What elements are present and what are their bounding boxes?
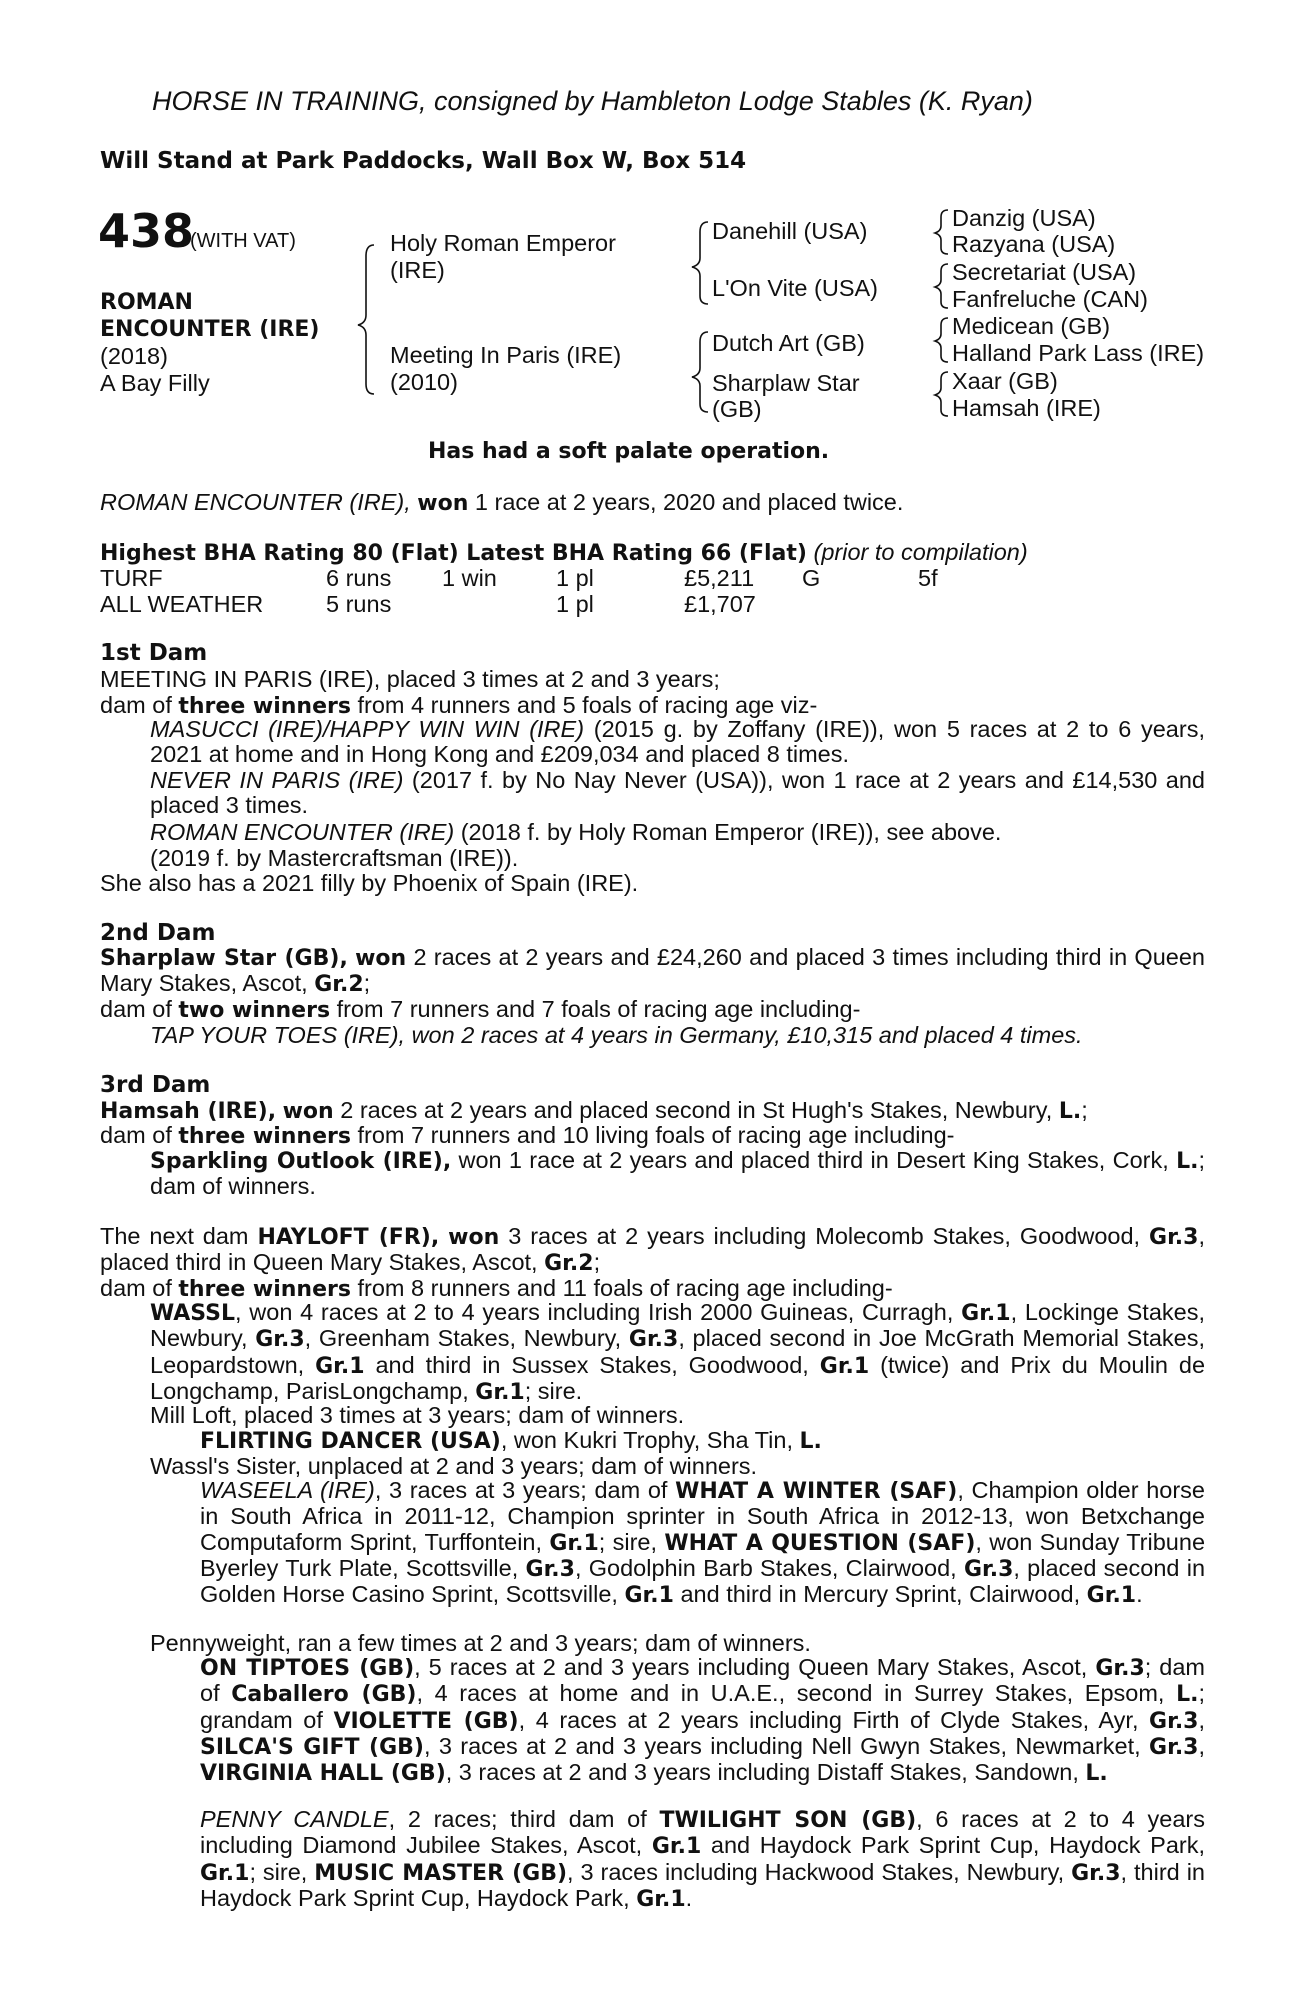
pc-text-e: , 3 races including Hackwood Stakes, Newbury, (567, 1858, 1065, 1885)
virginia-hall-name: VIRGINIA HALL (GB) (200, 1761, 446, 1787)
caballero-name: Caballero (GB) (231, 1682, 417, 1708)
ot-text-e: , 4 races at 2 years including Firth of Clyde Stakes, Ayr, (518, 1706, 1139, 1733)
pc-grade-1b: Gr.1 (200, 1860, 250, 1886)
pennyweight: Pennyweight, ran a few times at 2 and 3 years; dam of winners. (150, 1630, 811, 1656)
third-dam-line2-pre: dam of (100, 1122, 172, 1148)
third-dam-line2-post: from 7 runners and 10 living foals of racing age including- (357, 1122, 955, 1148)
horse-name-line2: ENCOUNTER (IRE) (100, 317, 320, 342)
record-row-turf-distance: 5f (918, 565, 938, 591)
wassl-grade-1b: Gr.1 (315, 1353, 365, 1379)
great-grandparent-5: Medicean (GB) (952, 313, 1111, 339)
first-dam-heading: 1st Dam (100, 640, 208, 666)
next-dam-gr3: Gr.3 (1149, 1225, 1199, 1250)
granddam-maternal-line1: Sharplaw Star (712, 370, 860, 396)
second-dam-winners: two winners (178, 998, 331, 1023)
what-a-winter-name: WHAT A WINTER (SAF) (675, 1479, 958, 1504)
waseela-text-d: , won Sunday Tribune Byerley Turk Plate, Scottsville, (200, 1528, 1206, 1581)
first-dam-line2-post: from 4 runners and 5 foals of racing age viz- (357, 692, 818, 718)
record-row-turf-runs: 6 runs (326, 565, 392, 591)
music-master-name: MUSIC MASTER (GB) (314, 1860, 568, 1886)
record-row-turf-earnings: £5,211 (684, 565, 755, 591)
progeny-2-details: (2017 f. by No Nay Never (USA)), won 1 race at 2 years and £14,530 and placed 3 times. (150, 767, 1206, 819)
sparkling-outlook-name: Sparkling Outlook (IRE), (150, 1149, 452, 1174)
wassl-record (150, 1300, 1205, 1405)
on-tiptoes-record (200, 1655, 1205, 1786)
waseela-text-a: , 3 races at 3 years; dam of (374, 1477, 668, 1503)
mill-loft: Mill Loft, placed 3 times at 3 years; dam of winners. (150, 1402, 685, 1428)
next-dam-rest2: , placed third in Queen Mary Stakes, Ascot, (100, 1223, 1205, 1276)
second-dam-won: won (355, 946, 407, 971)
horse-name-line1: ROMAN (100, 290, 193, 315)
summary-rest: 1 race at 2 years, 2020 and placed twice. (474, 489, 904, 515)
pc-text-f: , third in Haydock Park Sprint Cup, Haydock Park, (200, 1858, 1205, 1911)
pc-text-g: . (685, 1884, 693, 1911)
progeny-3-details: (2018 f. by Holy Roman Emperor (IRE)), see above. (460, 819, 1002, 845)
sparkling-outlook-end: ; dam of winners. (150, 1147, 1206, 1200)
pc-text-a: , 2 races; third dam of (388, 1806, 647, 1832)
sire-line2: (IRE) (390, 257, 445, 283)
great-grandparent-4: Fanfreluche (CAN) (952, 286, 1148, 312)
ot-listed-b: L. (1085, 1761, 1108, 1787)
ot-text-b: ; dam of (200, 1654, 1205, 1707)
wassl-grade-1c: Gr.1 (819, 1353, 870, 1379)
third-dam-line2 (100, 1122, 954, 1150)
waseela-record (200, 1478, 1205, 1608)
horse-description: A Bay Filly (100, 370, 210, 396)
pedigree-braces (0, 0, 1314, 440)
first-dam-progeny-2 (150, 768, 1205, 819)
bha-rating-note: (prior to compilation) (813, 539, 1028, 565)
great-grandparent-1: Danzig (USA) (952, 205, 1096, 231)
stand-location: Will Stand at Park Paddocks, Wall Box W, Box 514 (100, 148, 747, 174)
great-grandparent-3: Secretariat (USA) (952, 259, 1137, 285)
on-tiptoes-name: ON TIPTOES (GB) (200, 1656, 415, 1681)
ot-text-f: , (1198, 1706, 1206, 1733)
wassl-grade-1d: Gr.1 (475, 1379, 525, 1405)
flirting-dancer (200, 1427, 822, 1455)
wassl-text-g: ; sire. (524, 1377, 583, 1404)
third-dam-heading: 3rd Dam (100, 1072, 211, 1098)
sparkling-outlook-details: won 1 race at 2 years and placed third in Desert King Stakes, Cork, (458, 1147, 1169, 1173)
great-grandparent-7: Xaar (GB) (952, 368, 1058, 394)
next-dam-won: won (448, 1225, 500, 1250)
twilight-son-name: TWILIGHT SON (GB) (659, 1808, 917, 1833)
record-row-turf-placed: 1 pl (556, 565, 594, 591)
what-a-question-name: WHAT A QUESTION (SAF) (664, 1530, 976, 1556)
progeny-1-name: MASUCCI (IRE)/HAPPY WIN WIN (IRE) (150, 716, 585, 742)
pc-text-b: , 6 races at 2 to 4 years including Diamond Jubilee Stakes, Ascot, (200, 1806, 1205, 1859)
summary-horse-name: ROMAN ENCOUNTER (IRE), (100, 489, 411, 515)
vat-label: (WITH VAT) (190, 230, 296, 252)
violette-name: VIOLETTE (GB) (333, 1708, 519, 1734)
next-dam-semi: ; (593, 1249, 601, 1276)
next-dam-line2-post: from 8 runners and 11 foals of racing age including- (357, 1275, 893, 1301)
record-row-turf-going: G (802, 565, 821, 591)
great-grandparent-8: Hamsah (IRE) (952, 395, 1101, 421)
next-dam-gr2: Gr.2 (544, 1251, 594, 1277)
record-row-aw-placed: 1 pl (556, 591, 594, 617)
next-dam-record (100, 1224, 1205, 1277)
bha-rating (100, 539, 1028, 567)
sparkling-outlook-grade: L. (1176, 1149, 1199, 1174)
flirting-dancer-name: FLIRTING DANCER (USA) (200, 1429, 501, 1454)
wassl-name: WASSL (150, 1301, 236, 1326)
third-dam-winners: three winners (178, 1124, 351, 1149)
record-row-aw-surface: ALL WEATHER (100, 591, 264, 617)
waseela-text-f: , placed second in Golden Horse Casino Sprint, Scottsville, (200, 1554, 1206, 1608)
third-dam-record (100, 1097, 1088, 1125)
ot-grade-3b: Gr.3 (1149, 1708, 1199, 1734)
ot-text-d: ; grandam of (200, 1680, 1205, 1733)
summary-won: won (417, 491, 469, 516)
wassl-grade-3b: Gr.3 (628, 1327, 679, 1353)
waseela-grade-1c: Gr.1 (1086, 1583, 1137, 1609)
waseela-grade-3a: Gr.3 (525, 1556, 575, 1582)
sire-line1: Holy Roman Emperor (390, 230, 616, 256)
second-dam-semi: ; (363, 970, 371, 997)
wassl-text-f: (twice) and Prix du Moulin de Longchamp, ParisLongchamp, (150, 1351, 1206, 1404)
wassl-text-d: , placed second in Joe McGrath Memorial Stakes, Leopardstown, (150, 1325, 1206, 1378)
record-row-aw-runs: 5 runs (326, 591, 392, 617)
brace-gg2 (935, 264, 948, 308)
pc-grade-1c: Gr.1 (636, 1886, 686, 1912)
ot-text-c: , 4 races at home and in U.A.E., second in Surrey Stakes, Epsom, (416, 1680, 1165, 1707)
first-dam-progeny-5: She also has a 2021 filly by Phoenix of Spain (IRE). (100, 870, 639, 896)
third-dam-grade: L. (1058, 1099, 1082, 1124)
pc-grade-1a: Gr.1 (651, 1834, 702, 1860)
second-dam-line2-pre: dam of (100, 996, 172, 1022)
ot-text-h: , (1198, 1732, 1206, 1759)
dam-line2: (2010) (390, 369, 458, 395)
ot-text-g: , 3 races at 2 and 3 years including Nell Gwyn Stakes, Newmarket, (423, 1732, 1141, 1759)
waseela-text-e: , Godolphin Barb Stakes, Clairwood, (574, 1554, 957, 1581)
grandsire-paternal: Danehill (USA) (712, 218, 868, 244)
wassls-sister: Wassl's Sister, unplaced at 2 and 3 years; dam of winners. (150, 1453, 758, 1479)
wassl-text-a: , won 4 races at 2 to 4 years including Irish 2000 Guineas, Curragh, (235, 1299, 954, 1325)
brace-parents (358, 245, 374, 394)
progeny-1-details: (2015 g. by Zoffany (IRE)), won 5 races at 2 to 6 years, 2021 at home and in Hong Kong and £209,034 and placed 8 times. (150, 716, 1205, 768)
brace-gg1 (935, 210, 948, 254)
waseela-grade-1a: Gr.1 (549, 1530, 599, 1556)
page-title: HORSE IN TRAINING, consigned by Hambleton Lodge Stables (K. Ryan) (152, 86, 1033, 116)
brace-gg3 (935, 318, 948, 362)
progeny-3-name: ROMAN ENCOUNTER (IRE) (150, 819, 455, 845)
ot-text-i: , 3 races at 2 and 3 years including Distaff Stakes, Sandown, (445, 1759, 1079, 1786)
waseela-text-g: and third in Mercury Sprint, Clairwood, (680, 1581, 1081, 1608)
first-dam-progeny-4: (2019 f. by Mastercraftsman (IRE)). (150, 845, 519, 871)
ot-text-a: , 5 races at 2 and 3 years including Queen Mary Stakes, Ascot, (414, 1654, 1088, 1680)
second-dam-progeny-1: TAP YOUR TOES (IRE), won 2 races at 4 years in Germany, £10,315 and placed 4 times. (150, 1022, 1083, 1048)
granddam-paternal: L'On Vite (USA) (712, 275, 879, 301)
wassl-grade-1a: Gr.1 (961, 1301, 1011, 1326)
first-dam-winners: three winners (178, 694, 351, 719)
great-grandparent-6: Halland Park Lass (IRE) (952, 340, 1205, 366)
next-dam-line2-pre: dam of (100, 1275, 172, 1301)
pc-grade-3: Gr.3 (1071, 1860, 1121, 1886)
pc-text-c: and Haydock Park Sprint Cup, Haydock Park, (710, 1832, 1205, 1859)
waseela-grade-1b: Gr.1 (624, 1583, 674, 1609)
waseela-text-h: . (1136, 1581, 1143, 1608)
ot-listed-a: L. (1176, 1682, 1199, 1708)
third-dam-name: Hamsah (IRE), (100, 1099, 277, 1124)
medical-note: Has had a soft palate operation. (428, 439, 830, 464)
ot-grade-3a: Gr.3 (1095, 1656, 1145, 1681)
lot-number-value: 438 (98, 204, 195, 258)
third-dam-rest: 2 races at 2 years and placed second in St Hugh's Stakes, Newbury, (340, 1097, 1053, 1123)
brace-sire-line (692, 222, 708, 304)
first-dam-progeny-3 (150, 819, 1001, 845)
second-dam-name: Sharplaw Star (GB), (100, 946, 348, 971)
brace-dam-line (692, 332, 708, 412)
ot-grade-3c: Gr.3 (1149, 1734, 1199, 1760)
foaling-year: (2018) (100, 343, 168, 369)
dam-line1: Meeting In Paris (IRE) (390, 342, 622, 368)
waseela-grade-3b: Gr.3 (963, 1556, 1014, 1582)
record-row-turf-wins: 1 win (442, 565, 497, 591)
wassl-text-e: and third in Sussex Stakes, Goodwood, (375, 1351, 809, 1378)
penny-candle-record (200, 1807, 1205, 1912)
great-grandparent-2: Razyana (USA) (952, 231, 1116, 257)
penny-candle-name: PENNY CANDLE (200, 1806, 389, 1832)
record-row-aw-earnings: £1,707 (684, 591, 756, 617)
pc-text-d: ; sire, (249, 1858, 308, 1885)
brace-gg4 (935, 372, 948, 416)
race-summary (100, 489, 903, 517)
flirting-dancer-rest: , won Kukri Trophy, Sha Tin, (500, 1427, 793, 1453)
silcas-gift-name: SILCA'S GIFT (GB) (200, 1734, 424, 1760)
wassl-grade-3a: Gr.3 (255, 1327, 305, 1353)
record-row-turf-surface: TURF (100, 565, 163, 591)
progeny-2-name: NEVER IN PARIS (IRE) (150, 767, 404, 793)
second-dam-rest: 2 races at 2 years and £24,260 and placed 3 times including third in Queen Mary Stakes, Ascot, (100, 944, 1205, 997)
second-dam-line2 (100, 996, 860, 1024)
waseela-text-b: , Champion older horse in South Africa in 2011-12, Champion sprinter in South Africa in 2012-13, won Betxchange Computaform Sprint, Turffontein, (200, 1477, 1205, 1555)
next-dam-winners: three winners (178, 1277, 351, 1302)
second-dam-heading: 2nd Dam (100, 920, 216, 946)
granddam-maternal-line2: (GB) (712, 396, 762, 422)
first-dam-progeny-1 (100, 717, 1205, 768)
waseela-text-c: ; sire, (598, 1528, 657, 1555)
wassl-text-b: , Lockinge Stakes, Newbury, (150, 1299, 1206, 1352)
third-dam-progeny-1 (150, 1148, 1205, 1200)
next-dam-rest1: 3 races at 2 years including Molecomb Stakes, Goodwood, (508, 1223, 1141, 1249)
wassl-text-c: , Greenham Stakes, Newbury, (304, 1325, 622, 1352)
second-dam-line2-post: from 7 runners and 7 foals of racing age including- (336, 996, 861, 1022)
first-dam-line1: MEETING IN PARIS (IRE), placed 3 times at 2 and 3 years; (100, 666, 720, 692)
waseela-name: WASEELA (IRE) (200, 1477, 375, 1503)
flirting-dancer-grade: L. (799, 1429, 822, 1454)
second-dam-grade: Gr.2 (314, 972, 364, 998)
next-dam-pre: The next dam (100, 1223, 249, 1249)
first-dam-line2-pre: dam of (100, 692, 172, 718)
second-dam-record (100, 945, 1205, 998)
bha-rating-bold: Highest BHA Rating 80 (Flat) Latest BHA Rating 66 (Flat) (100, 541, 807, 566)
third-dam-semi: ; (1081, 1097, 1088, 1123)
third-dam-won: won (282, 1099, 334, 1124)
grandsire-maternal: Dutch Art (GB) (712, 330, 865, 356)
next-dam-name: HAYLOFT (FR), (257, 1225, 440, 1250)
